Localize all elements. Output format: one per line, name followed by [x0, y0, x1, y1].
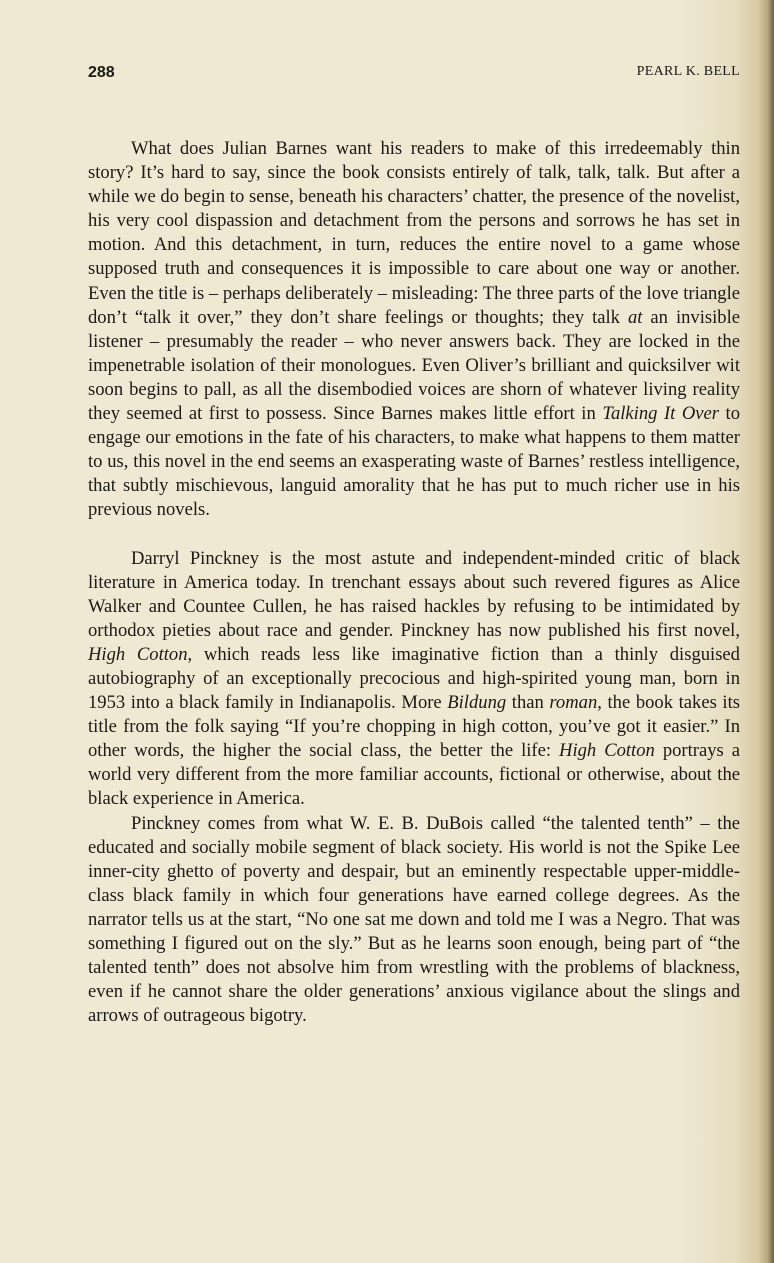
text-run: , the book takes its title from the folk saying “If you’re chopping in high cotton, you’ve got it easier.” In other words, the higher the social class, the better the life:: [88, 692, 740, 762]
text-run: Darryl Pinckney is the most astute and independent-minded critic of black literature in America today. In trenchant essays about such revered figures as Alice Walker and Countee Cullen, he has raised hackles by refusing to be intimidated by orthodox pieties about race and gender. Pinckney has now published his first novel,: [88, 547, 740, 641]
paragraph-barnes: [88, 137, 740, 523]
text-run: portrays a world very different from the more familiar accounts, fictional or otherwise, about the black experience in America.: [88, 740, 740, 810]
book-title-talking-it-over: Talking It Over: [602, 403, 720, 425]
text-run: What does Julian Barnes want his readers to make of this irredeemably thin story? It’s hard to say, since the book consists entirely of talk, talk, talk. But after a while we do begin to sense, beneath his characters’ chatter, the presence of the novelist, his very cool dispassion and detachment from the persons and sorrows he has set in motion. And this detachment, in turn, reduces the entire novel to a game whose supposed truth and consequences it is impossible to care about one way or another. Even the title is – perhaps deliberately – misleading: The three parts of the love triangle don’t “talk it over,” they don’t share feelings or thoughts; they talk: [88, 138, 740, 328]
running-head-author: PEARL K. BELL: [636, 64, 740, 79]
text-run: than: [506, 692, 550, 714]
body-text: [88, 137, 740, 1028]
running-head: [88, 64, 740, 88]
text-run: to engage our emotions in the fate of his characters, to make what happens to them matter to us, this novel in the end seems an exasperating waste of Barnes’ restless intelligence, that subtly mischievous, languid amorality that he has put to much richer use in his previous novels.: [88, 403, 741, 521]
italic-run: at: [627, 306, 643, 328]
book-title-high-cotton: High Cotton: [559, 740, 655, 762]
section-break: [88, 523, 740, 547]
text-run: Pinckney comes from what W. E. B. DuBois called “the talented tenth” – the educated and socially mobile segment of black society. His world is not the Spike Lee inner-city ghetto of poverty and despair, but an eminently respectable upper-middle-class black family in which four generations have earned college degrees. As the narrator tells us at the start, “No one sat me down and told me I was a Negro. That was something I figured out on the sly.” But as he learns soon enough, being part of “the talented tenth” does not absolve him from wrestling with the problems of blackness, even if he cannot share the older generations’ anxious vigilance about the slings and arrows of outrageous bigotry.: [88, 812, 740, 1027]
paragraph-pinckney-family: [88, 812, 740, 1029]
italic-run: Bildung: [447, 692, 507, 714]
text-run: , which reads less like imaginative fiction than a thinly disguised autobiography of an exceptionally precocious and high-spirited young man, born in 1953 into a black family in Indianapolis. More: [88, 643, 740, 714]
italic-run: roman: [549, 692, 598, 714]
paragraph-pinckney-intro: [88, 547, 740, 812]
book-title-high-cotton: High Cotton: [88, 643, 188, 665]
page-number: 288: [88, 64, 115, 81]
text-run: an invisible listener – presumably the reader – who never answers back. They are locked in the impenetrable isolation of their monologues. Even Oliver’s brilliant and quicksilver wit soon begins to pall, as all the disembodied voices are shorn of whatever living reality they seemed at first to possess. Since Barnes makes little effort in: [88, 306, 740, 425]
page-edge-shadow: [758, 0, 774, 1263]
